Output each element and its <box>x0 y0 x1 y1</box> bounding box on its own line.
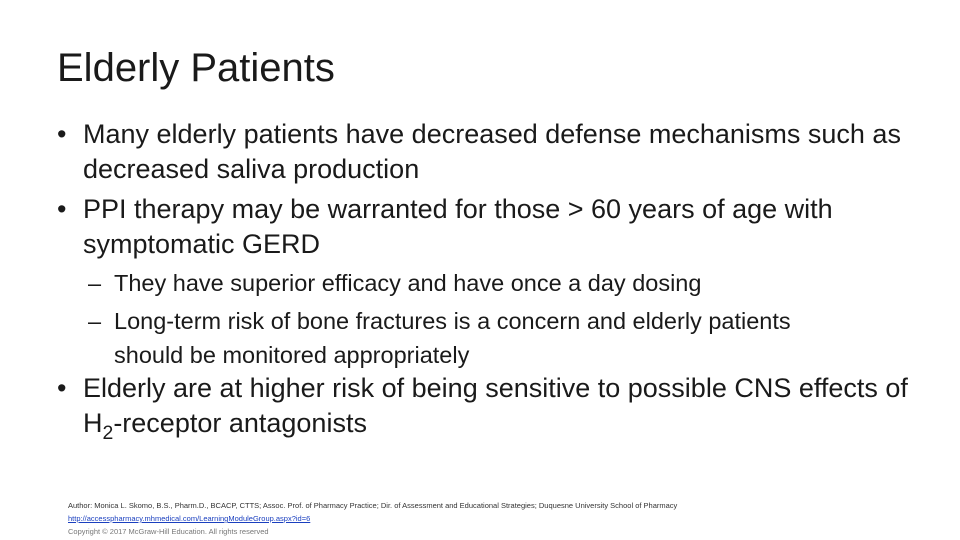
footer <box>68 499 948 538</box>
sub-bullet-item-2 <box>88 304 848 372</box>
sub-bullet-text: They have superior efficacy and have once a day dosing <box>114 270 702 296</box>
bullet-text <box>83 371 937 444</box>
bullet-item-1 <box>57 117 937 187</box>
footer-author: Author: Monica L. Skomo, B.S., Pharm.D., BCACP, CTTS; Assoc. Prof. of Pharmacy Practice; Dir. of Assessment and Educational Strategies; Duquesne University School of Pharmacy <box>68 501 678 510</box>
bullet-text-part: Elderly are at higher risk of being sensitive to possible CNS effects of H <box>83 373 908 438</box>
bullet-item-2 <box>57 192 937 262</box>
bullet-text-part: -receptor antagonists <box>113 408 367 438</box>
bullet-marker: • <box>57 194 67 224</box>
footer-link[interactable]: http://accesspharmacy.mhmedical.com/LearningModuleGroup.aspx?id=6 <box>68 514 311 523</box>
bullet-marker: • <box>57 373 67 403</box>
footer-copyright: Copyright © 2017 McGraw-Hill Education. All rights reserved <box>68 527 269 536</box>
dash-marker: – <box>88 270 102 296</box>
bullet-marker: • <box>57 119 67 149</box>
sub-bullet-item-1 <box>88 266 908 300</box>
sub-bullet-text: Long-term risk of bone fractures is a concern and elderly patients should be monitored appropriately <box>114 308 791 368</box>
bullet-item-3 <box>57 371 937 444</box>
dash-marker: – <box>88 308 102 334</box>
slide-title: Elderly Patients <box>57 46 335 90</box>
bullet-text: Many elderly patients have decreased defense mechanisms such as decreased saliva production <box>83 119 901 184</box>
bullet-text: PPI therapy may be warranted for those > 60 years of age with symptomatic GERD <box>83 194 833 259</box>
subscript: 2 <box>102 421 114 444</box>
